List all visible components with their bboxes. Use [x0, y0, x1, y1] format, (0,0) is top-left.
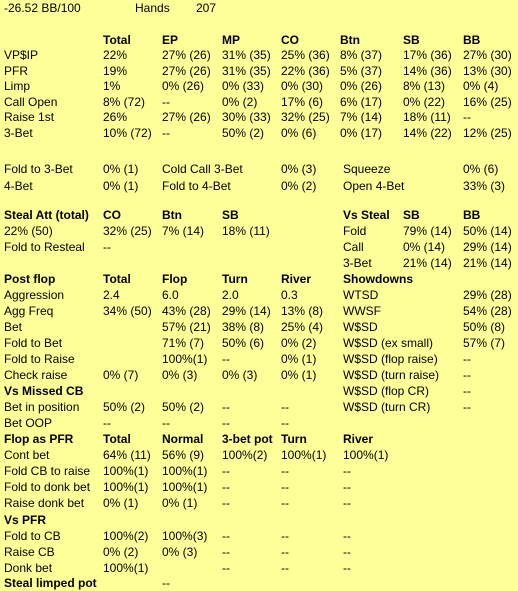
stat-value: -- [162, 416, 170, 430]
stat-value: 5% (37) [340, 63, 383, 78]
stat-value: 54% (28) [463, 304, 512, 318]
stat-value: -- [343, 496, 351, 510]
stat-value: 50% (2) [162, 400, 205, 414]
stat-value: -- [281, 400, 289, 414]
steal-value: 32% (25) [103, 224, 152, 238]
stat-label: Aggression [4, 288, 65, 302]
stat-value: 22% [103, 48, 128, 62]
stat-value: 14% (22) [403, 126, 452, 140]
col-header-bb: BB [463, 33, 481, 47]
stat-value: -- [463, 110, 471, 125]
stat-value: -- [281, 416, 289, 430]
stat-label: W$SD [343, 320, 378, 334]
stat-value: 56% (9) [162, 448, 205, 462]
stat-value: 50% (6) [222, 336, 265, 350]
stat-value: 13% (30) [463, 63, 512, 78]
stat-label: 3-Bet [343, 256, 372, 270]
stat-value: -- [162, 94, 170, 109]
postflop-col-header: Flop [162, 272, 188, 286]
steal-limped-pot-title: Steal limped pot [4, 576, 97, 590]
stat-value: 100%(1) [343, 448, 389, 462]
stat-value: -- [281, 561, 289, 575]
stat-value: 0% (2) [281, 179, 317, 193]
stat-value: 29% (14) [222, 304, 271, 318]
vs-steal-col-header: SB [403, 208, 420, 222]
stat-value: 100%(1) [162, 352, 208, 366]
stat-value: 0% (3) [222, 368, 258, 382]
steal-att-title: Steal Att (total) [4, 208, 89, 222]
stat-label: Bet OOP [4, 416, 53, 430]
stat-value: 13% (8) [281, 304, 324, 318]
col-header-total: Total [103, 33, 131, 47]
stat-value: -- [222, 529, 230, 543]
stat-value: -- [281, 480, 289, 494]
stat-value: 29% (28) [463, 288, 512, 302]
stat-value: -- [222, 416, 230, 430]
stat-label: Fold to Bet [4, 336, 63, 350]
stat-value: 29% (14) [463, 240, 512, 254]
stat-value: 0% (2) [103, 545, 139, 559]
stat-value: -- [222, 400, 230, 414]
stat-value: 50% (2) [103, 400, 146, 414]
stat-value: 2.0 [222, 288, 239, 302]
flop-pfr-col-header: Total [103, 432, 131, 446]
stat-value: 7% (14) [340, 110, 383, 125]
stat-label: Open 4-Bet [343, 179, 405, 193]
steal-col-header: Btn [162, 208, 182, 222]
stat-label: Agg Freq [4, 304, 54, 318]
stat-value: -- [463, 368, 471, 382]
stat-value: 25% (36) [281, 48, 330, 62]
stat-label: Fold to CB [4, 529, 61, 543]
stat-value: 30% (33) [222, 110, 271, 125]
stat-value: 50% (14) [463, 224, 512, 238]
stat-value: -- [463, 384, 471, 398]
stat-value: 25% (4) [281, 320, 324, 334]
stat-label: Fold [343, 224, 367, 238]
stat-label: Fold to 4-Bet [162, 179, 231, 193]
stat-value: 8% (72) [103, 94, 146, 109]
stat-label: Squeeze [343, 162, 391, 176]
stats-header [0, 0, 518, 16]
stat-value: 57% (21) [162, 320, 211, 334]
stat-label: 3-Bet [4, 126, 33, 140]
stat-label: Cold Call 3-Bet [162, 162, 243, 176]
stat-value: -- [222, 464, 230, 478]
stat-value: 17% (36) [403, 48, 452, 62]
stat-value: -- [343, 529, 351, 543]
stat-value: 0.3 [281, 288, 298, 302]
stat-value: 0% (22) [403, 94, 446, 109]
stat-value: 0% (26) [162, 79, 205, 94]
stat-label: 4-Bet [4, 179, 33, 193]
showdowns-title: Showdowns [343, 272, 413, 286]
stat-value: 0% (3) [162, 368, 198, 382]
postflop-col-header: Total [103, 272, 131, 286]
stat-value: 43% (28) [162, 304, 211, 318]
stat-label: Fold to Raise [4, 352, 75, 366]
stat-label: W$SD (turn raise) [343, 368, 440, 382]
stat-value: 0% (3) [281, 162, 317, 176]
stat-value: 8% (13) [403, 79, 446, 94]
hands-label: Hands [135, 1, 170, 15]
stat-value: 100%(1) [162, 464, 208, 478]
stat-value: 31% (35) [222, 63, 271, 78]
stat-value: 0% (2) [222, 94, 258, 109]
steal-value: 7% (14) [162, 224, 205, 238]
stat-value: 64% (11) [103, 448, 151, 462]
postflop-title: Post flop [4, 272, 56, 286]
steal-col-header: CO [103, 208, 121, 222]
stat-label: W$SD (ex small) [343, 336, 434, 350]
stat-label: W$SD (flop CR) [343, 384, 430, 398]
stat-value: 0% (4) [463, 79, 499, 94]
stat-value: -- [281, 545, 289, 559]
stat-value: 18% (11) [403, 110, 451, 125]
stat-value: -- [343, 561, 351, 575]
stat-label: W$SD (flop raise) [343, 352, 438, 366]
stat-label: Raise 1st [4, 110, 55, 125]
stat-value: 50% (2) [222, 126, 265, 140]
vs-missed-cb-title: Vs Missed CB [4, 384, 84, 398]
stat-value: 100%(1) [281, 448, 327, 462]
steal-col-header: SB [222, 208, 239, 222]
stat-value: 0% (17) [340, 126, 383, 140]
stat-label: Limp [4, 79, 31, 94]
stat-value: 0% (1) [103, 179, 139, 193]
stat-value: 0% (33) [222, 79, 265, 94]
stat-label: Fold to donk bet [4, 480, 91, 494]
stat-value: -- [162, 126, 170, 140]
flop-pfr-col-header: Turn [281, 432, 307, 446]
stat-value: 0% (2) [281, 336, 317, 350]
stat-value: 22% (36) [281, 63, 330, 78]
col-header-co: CO [281, 33, 299, 47]
stat-value: -- [463, 352, 471, 366]
stat-value: 27% (30) [463, 48, 512, 62]
stat-value: 0% (26) [340, 79, 383, 94]
stat-label: Bet [4, 320, 23, 334]
stat-value: 27% (26) [162, 110, 211, 125]
steal-value: 18% (11) [222, 224, 270, 238]
stat-label: VP$IP [4, 48, 39, 62]
stat-value: 32% (25) [281, 110, 330, 125]
steal-total: 22% (50) [4, 224, 53, 238]
col-header-ep: EP [162, 33, 179, 47]
stat-value: 26% [103, 110, 128, 125]
flop-pfr-col-header: Normal [162, 432, 204, 446]
stat-value: 16% (25) [463, 94, 512, 109]
stat-value: 17% (6) [281, 94, 324, 109]
stat-label: Call Open [4, 94, 58, 109]
stat-value: 6.0 [162, 288, 179, 302]
stat-label: Fold to Resteal [4, 240, 85, 254]
stat-value: -- [162, 576, 170, 590]
stat-value: 2.4 [103, 288, 120, 302]
stat-value: -- [222, 561, 230, 575]
stat-label: Fold to 3-Bet [4, 162, 73, 176]
stat-value: 14% (36) [403, 63, 452, 78]
stat-value: 0% (1) [103, 162, 139, 176]
stat-value: 71% (7) [162, 336, 205, 350]
flop-pfr-col-header: 3-bet pot [222, 432, 273, 446]
stat-value: 0% (14) [403, 240, 446, 254]
stat-value: -- [281, 496, 289, 510]
stat-value: -- [222, 496, 230, 510]
stat-value: 0% (7) [103, 368, 139, 382]
stat-value: 57% (7) [463, 336, 506, 350]
stat-value: 1% [103, 79, 121, 94]
stat-value: 100%(3) [162, 529, 208, 543]
stat-value: 0% (30) [281, 79, 324, 94]
postflop-col-header: Turn [222, 272, 248, 286]
stat-value: 6% (17) [340, 94, 383, 109]
stat-label: Fold CB to raise [4, 464, 91, 478]
stat-value: 0% (1) [103, 496, 139, 510]
col-header-sb: SB [403, 33, 420, 47]
stat-value: -- [222, 480, 230, 494]
stat-value: 8% (37) [340, 48, 383, 62]
flop-as-pfr-title: Flop as PFR [4, 432, 74, 446]
stat-value: 0% (6) [281, 126, 317, 140]
stat-value: 21% (14) [463, 256, 512, 270]
hands-count: 207 [196, 1, 217, 15]
stat-value: 27% (26) [162, 48, 211, 62]
stat-value: -- [463, 400, 471, 414]
stat-value: 100%(2) [222, 448, 268, 462]
stat-value: 33% (3) [463, 179, 506, 193]
vs-pfr-title: Vs PFR [4, 513, 47, 527]
col-header-btn: Btn [340, 33, 360, 47]
stat-value: -- [343, 464, 351, 478]
postflop-col-header: River [281, 272, 312, 286]
stat-label: Call [343, 240, 364, 254]
stat-label: PFR [4, 63, 28, 78]
stat-value: -- [343, 545, 351, 559]
stat-value: -- [281, 529, 289, 543]
vs-steal-title: Vs Steal [343, 208, 390, 222]
stat-label: Cont bet [4, 448, 50, 462]
stat-value: 100%(1) [103, 464, 149, 478]
flop-pfr-col-header: River [343, 432, 374, 446]
bb-per-100: -26.52 BB/100 [4, 1, 81, 15]
stat-label: Donk bet [4, 561, 53, 575]
stat-value: 100%(2) [103, 529, 149, 543]
stat-label: Raise donk bet [4, 496, 85, 510]
stat-value: 21% (14) [403, 256, 452, 270]
stat-value: 34% (50) [103, 304, 152, 318]
stat-value: 12% (25) [463, 126, 512, 140]
stat-value: 0% (6) [463, 162, 499, 176]
stat-value: -- [222, 545, 230, 559]
stat-value: 10% (72) [103, 126, 152, 140]
stat-value: 0% (1) [281, 368, 317, 382]
stat-value: -- [281, 464, 289, 478]
stat-label: WTSD [343, 288, 379, 302]
stat-label: W$SD (turn CR) [343, 400, 431, 414]
stat-value: 100%(1) [162, 480, 208, 494]
stat-value: 50% (8) [463, 320, 506, 334]
stat-label: WWSF [343, 304, 381, 318]
stat-value: 38% (8) [222, 320, 265, 334]
stat-value: 0% (3) [162, 545, 198, 559]
stat-value: 27% (26) [162, 63, 211, 78]
vs-steal-col-header: BB [463, 208, 481, 222]
stat-value: 79% (14) [403, 224, 452, 238]
stat-value: 100%(1) [103, 480, 149, 494]
stat-value: -- [103, 416, 111, 430]
stat-value: 0% (1) [281, 352, 317, 366]
stat-label: Raise CB [4, 545, 55, 559]
stat-value: 19% [103, 63, 128, 78]
col-header-mp: MP [222, 33, 240, 47]
stat-value: -- [103, 240, 111, 254]
stat-value: 0% (1) [162, 496, 198, 510]
stat-value: 31% (35) [222, 48, 271, 62]
stat-value: 100%(1) [103, 561, 149, 575]
stat-value: -- [222, 352, 230, 366]
stat-value: -- [343, 480, 351, 494]
stat-label: Check raise [4, 368, 68, 382]
stat-label: Bet in position [4, 400, 80, 414]
